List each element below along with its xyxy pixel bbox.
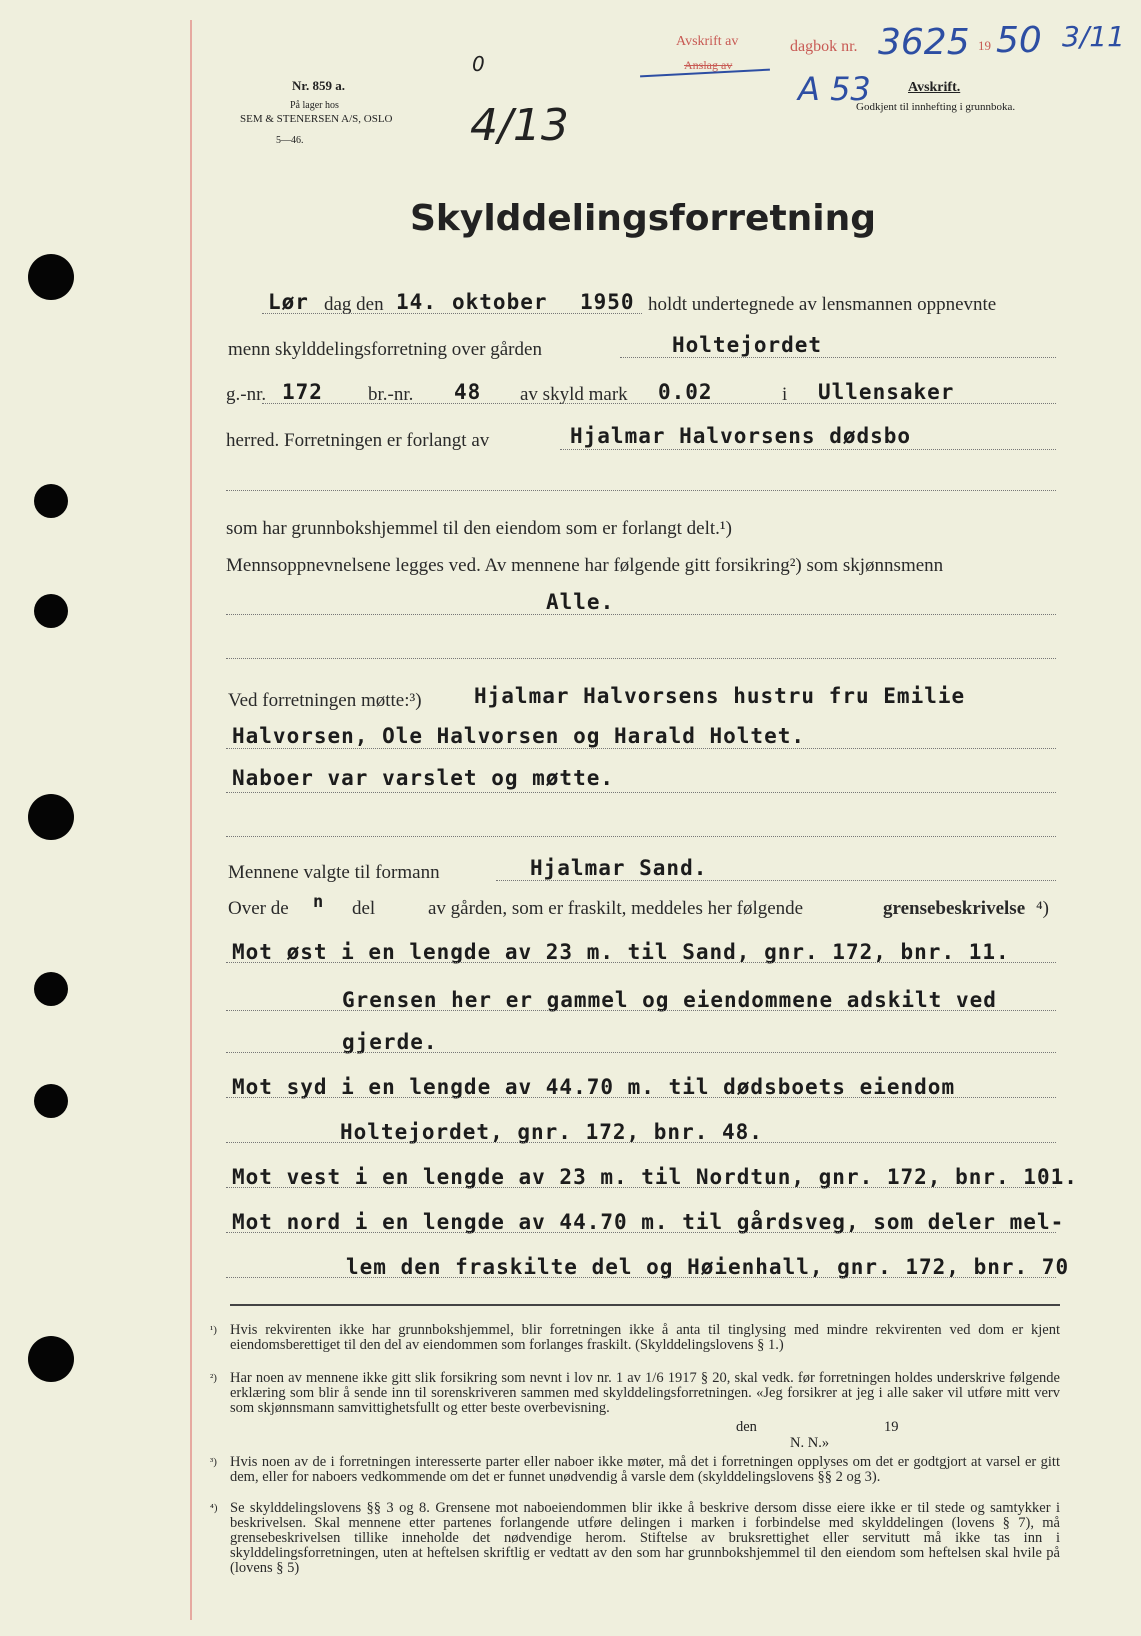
sworn-value: Alle. <box>546 590 615 614</box>
weekday-value: Lør <box>268 290 309 314</box>
dag-den-label: dag den <box>324 294 384 315</box>
footnote-4-text: Se skylddelingslovens §§ 3 og 8. Grensene mot naboeiendommen blir ikke å beskrive dersom disse eiere ikke er til stede og samtykker i beskrivelsen. Skal mennene etter partenes forlangende utføre delingen i marken i forbindelse med skylddelingen (lovens § 7), må grensebeskrivelsen tillike inneholde det nødvendige herom. Stiftelse av bruksrettighet eller servitutt må ikke tas inn i skylddelingsforretningen, uten at heftelsen skriftlig er vedtatt av den som har grunnbokshjemmel til den eiendom som heftelsen skal hvile på (lovens § 5) <box>230 1500 1060 1576</box>
herred-text: herred. Forretningen er forlangt av <box>226 430 490 451</box>
footnote-2-den: den <box>736 1419 757 1435</box>
dotted-line <box>226 1142 1056 1143</box>
month-value: oktober <box>452 290 548 314</box>
dotted-line <box>262 313 642 314</box>
attendees-line-1: Hjalmar Halvorsens hustru fru Emilie <box>474 684 966 708</box>
dotted-line <box>226 1277 1056 1278</box>
form-number: Nr. 859 a. <box>292 78 345 93</box>
boundary-line: Mot øst i en lengde av 23 m. til Sand, gnr. 172, bnr. 11. <box>232 940 1010 964</box>
publisher-line-3: 5—46. <box>276 135 304 146</box>
formann-label: Mennene valgte til formann <box>228 862 440 883</box>
year-prefix: 19 <box>978 38 991 53</box>
bnr-label: br.-nr. <box>368 384 414 405</box>
margin-note: 4/13 <box>470 100 569 151</box>
footnote-4 <box>210 1500 1060 1576</box>
skyld-label: av skyld mark <box>520 384 628 405</box>
dotted-line <box>226 1052 1056 1053</box>
over-de-label: Over de <box>228 898 289 919</box>
dotted-line <box>226 1097 1056 1098</box>
attendees-line-2: Halvorsen, Ole Halvorsen og Harald Holtet. <box>232 724 806 748</box>
dotted-line <box>226 962 1056 963</box>
grensebeskrivelse-label: grensebeskrivelse <box>883 898 1026 919</box>
gnr-label: g.-nr. <box>226 384 267 405</box>
footnote-2 <box>210 1370 1060 1416</box>
menn-text: menn skylddelingsforretning over gården <box>228 339 542 360</box>
footnote-2-signature: N. N.» <box>790 1435 830 1451</box>
punch-hole-2 <box>34 484 68 518</box>
dagbok-label: dagbok nr. <box>790 38 858 55</box>
dotted-line <box>226 1232 1056 1233</box>
skyld-value: 0.02 <box>658 380 713 404</box>
del-label: del <box>352 898 376 919</box>
requested-by-value: Hjalmar Halvorsens dødsbo <box>570 424 912 448</box>
footnote-2-year: 19 <box>884 1419 899 1435</box>
year-value: 1950 <box>580 290 635 314</box>
over-n-value: n <box>313 892 325 912</box>
punch-hole-3 <box>34 594 68 628</box>
grensebeskrivelse-sup: ⁴) <box>1036 898 1049 919</box>
boundary-line: lem den fraskilte del og Høienhall, gnr. 172, bnr. 70 <box>346 1255 1070 1279</box>
boundary-line: gjerde. <box>342 1030 438 1054</box>
boundary-line: Mot vest i en lengde av 23 m. til Nordtun, gnr. 172, bnr. 101. <box>232 1165 1078 1189</box>
farm-value: Holtejordet <box>672 333 823 357</box>
year-suffix: 50 <box>996 20 1042 61</box>
footnote-3-number: ³) <box>210 1456 217 1468</box>
footnote-1 <box>210 1322 1060 1353</box>
dotted-line <box>226 748 1056 749</box>
publisher-line-2: SEM & STENERSEN A/S, OSLO <box>240 113 393 125</box>
mote-label: Ved forretningen møtte:³) <box>228 690 422 711</box>
gnr-value: 172 <box>282 380 323 404</box>
i-label: i <box>782 384 788 405</box>
boundary-line: Mot syd i en lengde av 44.70 m. til dødsboets eiendom <box>232 1075 956 1099</box>
punch-hole-1 <box>28 254 74 300</box>
punch-hole-7 <box>28 1336 74 1382</box>
page-title: Skylddelingsforretning <box>410 198 877 239</box>
godkjent-text: Godkjent til innhefting i grunnboka. <box>856 101 1016 113</box>
dotted-line <box>496 880 1056 881</box>
dagbok-number: 3625 <box>878 22 970 63</box>
dotted-line <box>226 1187 1056 1188</box>
avskrift-label: Avskrift. <box>908 80 961 95</box>
date-note: 3/11 <box>1062 20 1125 53</box>
publisher-line-1: På lager hos <box>290 100 339 111</box>
holdt-text: holdt undertegnede av lensmannen oppnevnte <box>648 294 997 315</box>
footnote-2-text: Har noen av mennene ikke gitt slik forsikring som nevnt i lov nr. 1 av 1/6 1917 § 20, skal vedk. før forretningen holdes underskrive følgende erklæring som blir å sende inn til sorenskriveren sammen med skylddelingsforretningen. «Jeg forsikrer at jeg i alle saker vil utføre mitt verv som skjønnsmann samvittighetsfullt og etter beste overbevisning. <box>230 1370 1060 1416</box>
dotted-line <box>226 614 1056 615</box>
red-stamp-line-1: Avskrift av <box>676 34 739 49</box>
footnote-2-number: ²) <box>210 1372 217 1384</box>
grunnbok-text: som har grunnbokshjemmel til den eiendom som er forlangt delt.¹) <box>226 518 732 539</box>
margin-note-top: 0 <box>472 52 485 76</box>
boundary-line: Grensen her er gammel og eiendommene adskilt ved <box>342 988 997 1012</box>
footnote-rule <box>230 1304 1060 1306</box>
dotted-line <box>226 658 1056 659</box>
dotted-line <box>262 403 1056 404</box>
dotted-line <box>226 836 1056 837</box>
boundary-line: Holtejordet, gnr. 172, bnr. 48. <box>340 1120 763 1144</box>
punch-hole-4 <box>28 794 74 840</box>
punch-hole-5 <box>34 972 68 1006</box>
attendees-line-3: Naboer var varslet og møtte. <box>232 766 615 790</box>
day-value: 14. <box>396 290 437 314</box>
dotted-line <box>226 1010 1056 1011</box>
punch-hole-6 <box>34 1084 68 1118</box>
footnote-1-number: ¹) <box>210 1324 217 1336</box>
formann-value: Hjalmar Sand. <box>530 856 708 880</box>
municipality-value: Ullensaker <box>818 380 955 404</box>
footnote-4-number: ⁴) <box>210 1502 218 1514</box>
footnote-1-text: Hvis rekvirenten ikke har grunnbokshjemmel, blir forretningen ikke å anta til tinglysing med mindre rekvirenten ved dom er kjent eiendomsberettiget til den del av eiendommen som forlanges fraskilt. (Skylddelingslovens § 1.) <box>230 1322 1060 1353</box>
boundary-line: Mot nord i en lengde av 44.70 m. til gårdsveg, som deler mel- <box>232 1210 1065 1234</box>
mennsopp-text: Mennsoppnevnelsene legges ved. Av mennene har følgende gitt forsikring²) som skjønnsmenn <box>226 555 944 576</box>
footnote-3 <box>210 1454 1060 1485</box>
handwritten-a53: A 53 <box>798 70 871 108</box>
dotted-line <box>560 449 1056 450</box>
dotted-line <box>620 357 1056 358</box>
dotted-line <box>226 792 1056 793</box>
margin-line <box>190 20 192 1620</box>
dotted-line <box>226 490 1056 491</box>
footnote-3-text: Hvis noen av de i forretningen interesserte parter eller naboer ikke møter, må det i forretningen opplyses om det er godtgjort at varsel er gitt dem, eller for naboers vedkommende om det er funnet unødvendig å varsle dem (skylddelingslovens §§ 2 og 3). <box>230 1454 1060 1485</box>
red-stamp-line-2: Anslag av <box>684 58 733 72</box>
over-rest-text: av gården, som er fraskilt, meddeles her følgende <box>428 898 804 919</box>
bnr-value: 48 <box>454 380 482 404</box>
